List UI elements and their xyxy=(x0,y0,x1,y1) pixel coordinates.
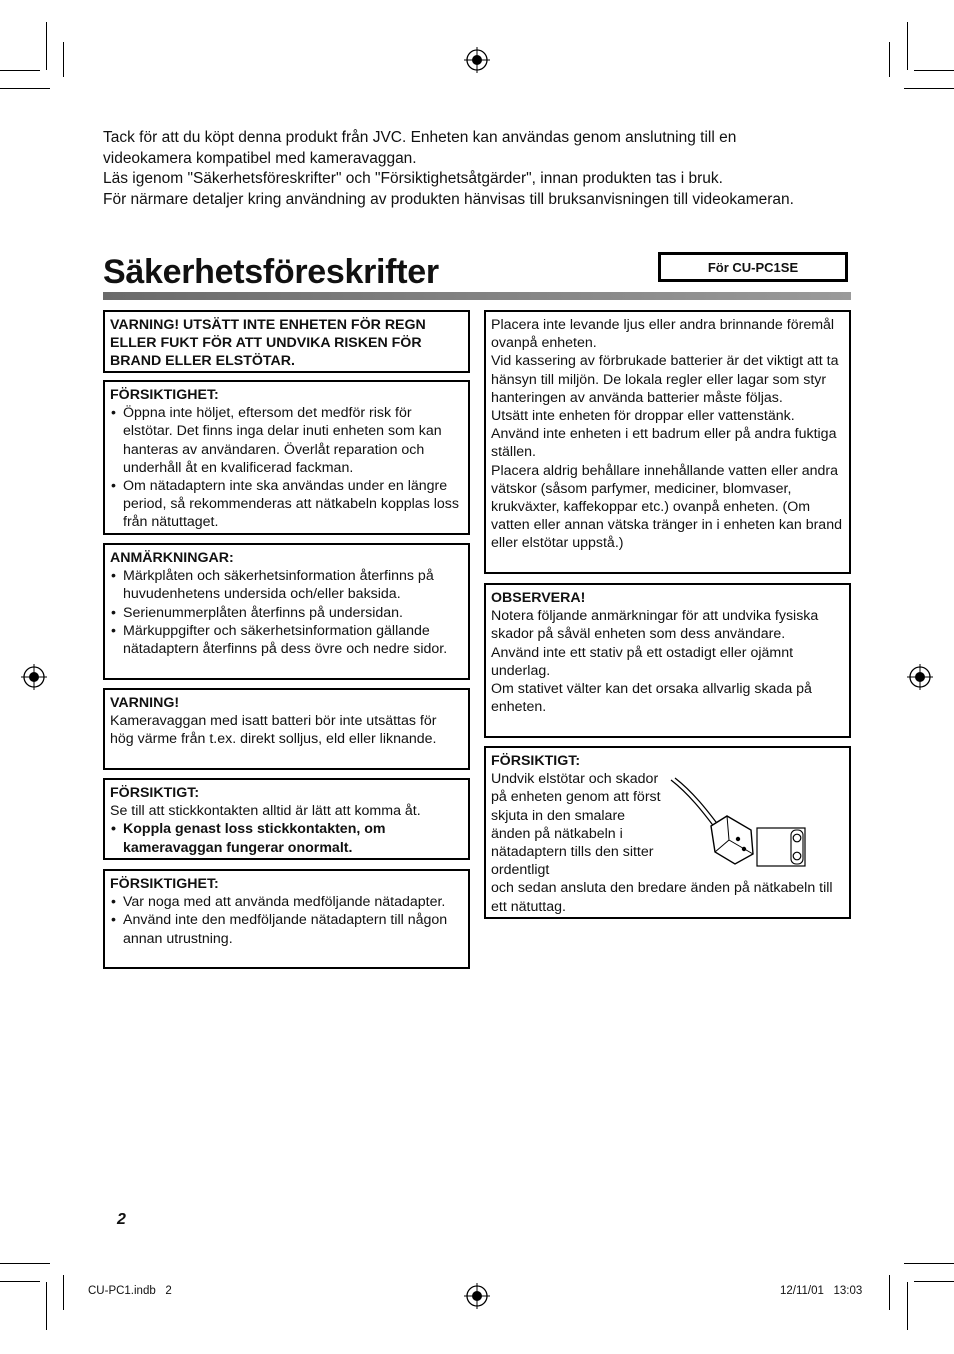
notes-list xyxy=(110,567,463,658)
caution-plug-heading: FÖRSIKTIGT: xyxy=(491,753,581,769)
footer-datetime: 12/11/01 13:03 xyxy=(780,1285,863,1297)
observe-box xyxy=(484,583,851,738)
power-plug-illustration-icon xyxy=(669,776,809,874)
list-item: • Använd inte den medföljande nätadaptern till någon annan utrustning. xyxy=(110,911,463,947)
list-item: • Öppna inte höljet, eftersom det medför risk för elstötar. Det finns inga delar inuti enheten som kan hanteras av användaren. Överlåt reparation och underhåll åt en kvalificerad fackman. xyxy=(110,404,463,477)
caution-adapter-heading: FÖRSIKTIGHET: xyxy=(110,876,219,892)
warning-heat-text: Kameravaggan med isatt batteri bör inte utsättas för hög värme från t.ex. direkt solljus, eld eller liknande. xyxy=(110,713,437,748)
list-item: • Märkuppgifter och säkerhetsinformation gällande nätadaptern återfinns på dess övre och nedre sidor. xyxy=(110,622,463,658)
caution-outlet-box xyxy=(103,778,470,860)
registration-mark-icon xyxy=(907,664,933,690)
list-item: • Märkplåten och säkerhetsinformation återfinns på huvudenhetens undersida och/eller baksida. xyxy=(110,567,463,603)
registration-mark-icon xyxy=(464,1283,490,1309)
caution-adapter-box xyxy=(103,869,470,969)
caution-outlet-heading: FÖRSIKTIGT: xyxy=(110,785,200,801)
title-divider xyxy=(103,292,851,300)
warning-heat-heading: VARNING! xyxy=(110,695,180,711)
intro-paragraph: Tack för att du köpt denna produkt från JVC. Enheten kan användas genom anslutning till en videokamera kompatibel med kameravaggan. xyxy=(103,129,737,167)
warning-moisture-text: VARNING! UTSÄTT INTE ENHETEN FÖR REGN ELLER FUKT FÖR ATT UNDVIKA RISKEN FÖR BRAND ELLER ELSTÖTAR. xyxy=(110,317,426,370)
general-safety-box xyxy=(484,310,851,574)
observe-paragraph: Använd inte ett stativ på ett ostadigt eller ojämnt underlag. xyxy=(491,644,794,679)
observe-paragraph: Notera följande anmärkningar för att undvika fysiska skador på såväl enheten som dess användare. xyxy=(491,608,819,643)
footer-file-name: CU-PC1.indb 2 xyxy=(88,1285,172,1297)
notes-heading: ANMÄRKNINGAR: xyxy=(110,550,234,566)
page-number: 2 xyxy=(117,1211,126,1228)
caution-heading: FÖRSIKTIGHET: xyxy=(110,387,219,403)
intro-text xyxy=(103,128,823,210)
warning-moisture-box xyxy=(103,310,470,373)
model-label: För CU-PC1SE xyxy=(658,252,848,282)
caution-plug-box xyxy=(484,746,851,919)
caution-plug-text: och sedan ansluta den bredare änden på nätkabeln till ett nätuttag. xyxy=(491,880,833,915)
general-paragraph: Vid kassering av förbrukade batterier är det viktigt att ta hänsyn till miljön. De lokala regler eller lagar som styr hanteringen av använda batterier måste följas. xyxy=(491,353,839,406)
general-paragraph: Använd inte enheten i ett badrum eller på andra fuktiga ställen. xyxy=(491,426,837,461)
general-paragraph: Utsätt inte enheten för droppar eller vattenstänk. xyxy=(491,408,795,425)
observe-paragraph: Om stativet välter kan det orsaka allvarlig skada på enheten. xyxy=(491,681,812,716)
warning-heat-box xyxy=(103,688,470,770)
caution-outlet-text: Se till att stickkontakten alltid är lätt att komma åt. xyxy=(110,803,421,820)
general-paragraph: Placera aldrig behållare innehållande vatten eller andra vätskor (såsom parfymer, mediciner, blomvaser, krukväxter, kaffekoppar etc.) ovanpå enheten. (Om vatten eller annan vätska tränger in i enheten kan brand eller elstötar uppstå.) xyxy=(491,462,842,552)
caution-box xyxy=(103,380,470,535)
list-item: • Serienummerplåten återfinns på undersidan. xyxy=(110,604,463,622)
notes-box xyxy=(103,543,470,680)
caution-list xyxy=(110,404,463,531)
list-item: • Koppla genast loss stickkontakten, om kameravaggan fungerar onormalt. xyxy=(110,820,463,856)
intro-paragraph: För närmare detaljer kring användning av produkten hänvisas till bruksanvisningen till videokameran. xyxy=(103,190,794,208)
general-paragraph: Placera inte levande ljus eller andra brinnande föremål ovanpå enheten. xyxy=(491,317,835,352)
registration-mark-icon xyxy=(464,47,490,73)
caution-outlet-list xyxy=(110,820,463,856)
caution-plug-text: Undvik elstötar och skador på enheten genom att först skjuta in den smalare änden på nätkabeln i nätadaptern tills den sitter ordentligt xyxy=(491,771,661,879)
intro-paragraph: Läs igenom "Säkerhetsföreskrifter" och "Försiktighetsåtgärder", innan produkten tas i bruk. xyxy=(103,170,723,188)
observe-heading: OBSERVERA! xyxy=(491,590,586,606)
registration-mark-icon xyxy=(21,664,47,690)
caution-adapter-list xyxy=(110,893,463,948)
list-item: • Om nätadaptern inte ska användas under en längre period, så rekommenderas att nätkabeln kopplas loss från nätuttaget. xyxy=(110,477,463,532)
list-item: • Var noga med att använda medföljande nätadapter. xyxy=(110,893,463,911)
page-title: Säkerhetsföreskrifter xyxy=(103,253,439,291)
